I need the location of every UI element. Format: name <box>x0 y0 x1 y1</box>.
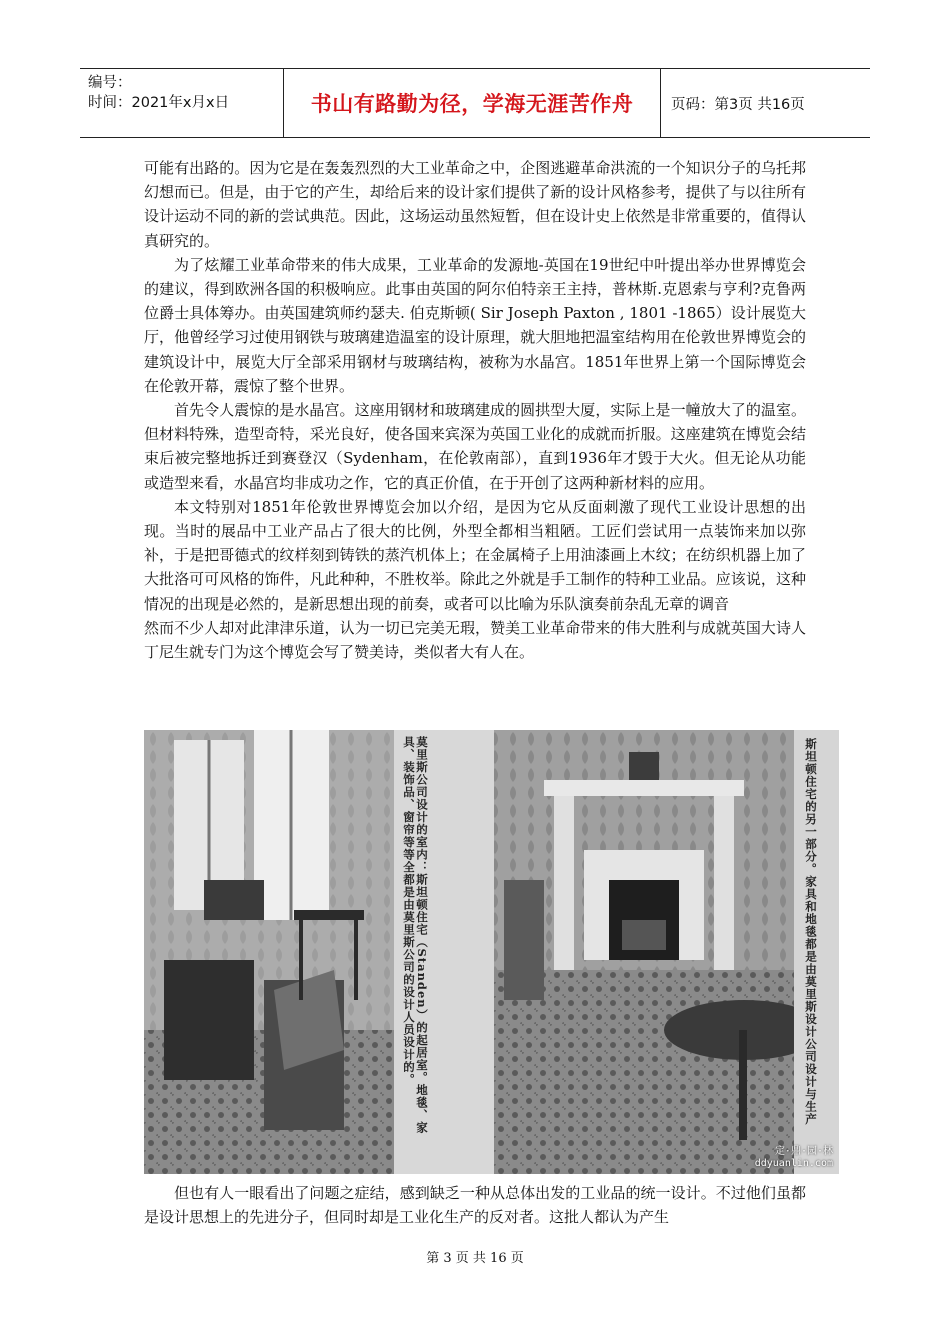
photo-watermark <box>755 1146 833 1170</box>
paragraph-4: 本文特别对1851年伦敦世界博览会加以介绍，是因为它从反面刺激了现代工业设计思想的出现。当时的展品中工业产品占了很大的比例，外型全都相当粗陋。工匠们尝试用一点装饰来加以弥补，于是把哥德式的纹样刻到铸铁的蒸汽机体上；在金属椅子上用油漆画上木纹；在纺织机器上加了大批洛可可风格的饰件，凡此种种，不胜枚举。除此之外就是手工制作的特种工业品。应该说，这种情况的出现是必然的，是新思想出现的前奏，或者可以比喻为乐队演奏前杂乱无章的调音 <box>144 497 806 613</box>
header-meta <box>80 69 283 137</box>
body-text-lower <box>144 1181 806 1229</box>
photo-illustration <box>144 730 839 1174</box>
page-footer: 第 3 页 共 16 页 <box>426 1251 524 1266</box>
body-text-upper <box>144 156 806 664</box>
paragraph-5: 然而不少人却对此津津乐道，认为一切已完美无瑕，赞美工业革命带来的伟大胜利与成就英国大诗人丁尼生就专门为这个博览会写了赞美诗，类似者大有人在。 <box>144 618 806 662</box>
header-page-info: 页码：第3页 共16页 <box>671 96 805 113</box>
paragraph-3: 首先令人震惊的是水晶宫。这座用钢材和玻璃建成的圆拱型大厦，实际上是一幢放大了的温室。但材料特殊，造型奇特，采光良好，使各国来宾深为英国工业化的成就而折服。这座建筑在博览会结束后被完整地拆迁到赛登汉（Sydenham，在伦敦南部），直到1936年才毁于大火。但无论从功能或造型来看，水晶宫均非成功之作，它的真正价值，在于开创了这两种新材料的应用。 <box>144 401 806 492</box>
header-motto: 书山有路勤为径，学海无涯苦作舟 <box>283 69 661 137</box>
watermark-line-1: 定·鼎·园·林 <box>774 1146 833 1157</box>
photo-caption-left: 莫里斯公司设计的室内：斯坦顿住宅（Standen）的起居室。地毯、家具、装饰品、窗帘等等全都是由莫里斯公司的设计人员设计的。 <box>402 736 429 1134</box>
header-date-label: 时间：2021年x月x日 <box>88 95 230 111</box>
watermark-line-2: ddyuanlin.com <box>754 1158 833 1169</box>
paragraph-6: 但也有人一眼看出了问题之症结，感到缺乏一种从总体出发的工业品的统一设计。不过他们虽都是设计思想上的先进分子，但同时却是工业化生产的反对者。这批人都认为产生 <box>144 1184 806 1227</box>
header-code-label: 编号： <box>88 75 132 91</box>
interior-photograph <box>144 730 839 1174</box>
paragraph-2: 为了炫耀工业革命带来的伟大成果，工业革命的发源地-英国在19世纪中叶提出举办世界博览会的建议，得到欧洲各国的积极响应。此事由英国的阿尔伯特亲王主持，普林斯.克恩索与亨利?克鲁两位爵士具体筹办。由英国建筑师约瑟夫. 伯克斯顿( Sir Joseph Paxton , 1801 -1865）设计展览大厅，他曾经学习过使用钢铁与玻璃建造温室的设计原理，就大胆地把温室结构用在伦敦世界博览会的建筑设计中，展览大厅全部采用钢材与玻璃结构，被称为水晶宫。1851年世界上第一个国际博览会在伦敦开幕，震惊了整个世界。 <box>144 255 806 395</box>
document-header <box>80 68 870 138</box>
paragraph-1: 可能有出路的。因为它是在轰轰烈烈的大工业革命之中，企图逃避革命洪流的一个知识分子的乌托邦幻想而已。但是，由于它的产生，却给后来的设计家们提供了新的设计风格参考，提供了与以往所有设计运动不同的新的尝试典范。因此，这场运动虽然短暂，但在设计史上依然是非常重要的，值得认真研究的。 <box>144 159 806 250</box>
photo-caption-right: 斯坦顿住宅的另一部分。家具和地毯都是由莫里斯设计公司设计与生产 <box>804 738 818 1126</box>
